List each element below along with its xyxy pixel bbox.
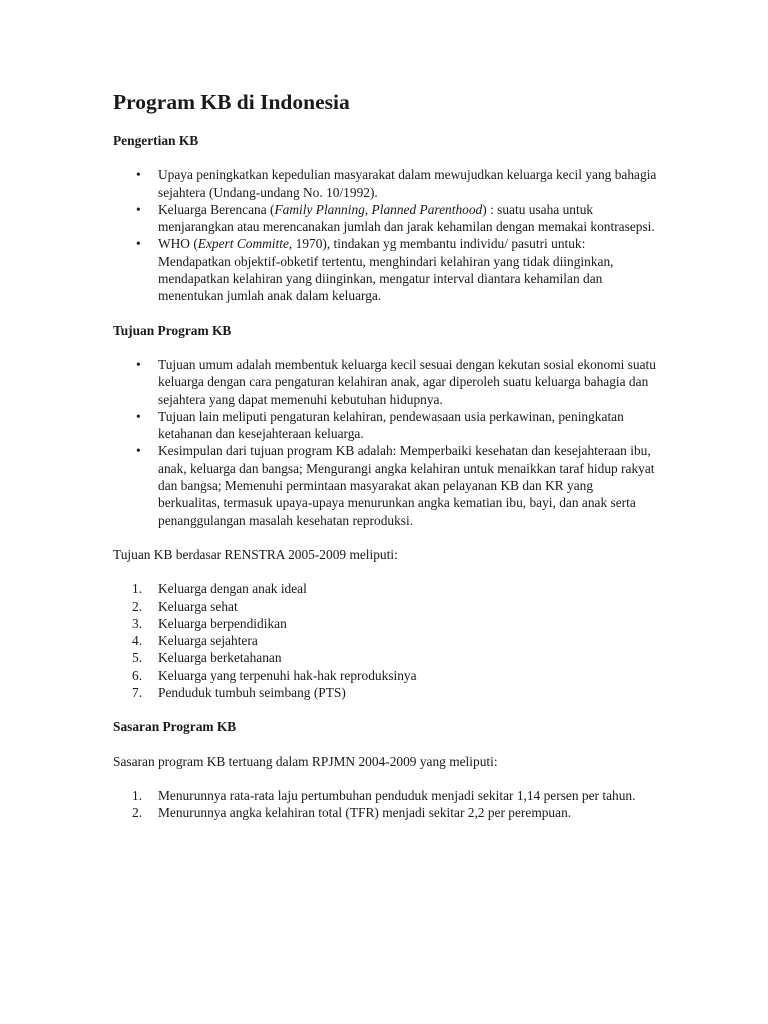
- list-item: [132, 632, 658, 649]
- list-item: [132, 615, 658, 632]
- list-item: [132, 667, 658, 684]
- list-number: 7.: [132, 685, 143, 701]
- pengertian-list: [113, 166, 658, 304]
- list-item: [136, 201, 658, 236]
- section-heading-tujuan: Tujuan Program KB: [113, 322, 232, 338]
- list-item-text: Menurunnya angka kelahiran total (TFR) menjadi sekitar 2,2 per perempuan.: [158, 805, 572, 821]
- list-item-text: Penduduk tumbuh seimbang (PTS): [158, 685, 346, 701]
- list-item-text: Kesimpulan dari tujuan program KB adalah: Memperbaiki kesehatan dan kesejahteraan ibu, anak, keluarga dan bangsa; Mengurangi angka kelahiran untuk menaikkan taraf hidup rakyat dan bangsa; Memenuhi permintaan masyarakat akan pelayanan KB dan KR yang berkualitas, termasuk upaya-upaya menurunkan angka kematian ibu, bayi, dan anak serta penanggulangan masalah kesehatan reproduksi.: [158, 443, 655, 528]
- bullet-icon: •: [136, 236, 141, 252]
- renstra-intro: Tujuan KB berdasar RENSTRA 2005-2009 meliputi:: [113, 546, 398, 562]
- tujuan-list: [113, 356, 658, 529]
- list-number: 2.: [132, 598, 143, 614]
- bullet-icon: •: [136, 443, 141, 459]
- list-item: [136, 442, 658, 528]
- list-item-text: Keluarga berketahanan: [158, 650, 282, 666]
- sasaran-list: [113, 787, 658, 822]
- list-number: 1.: [132, 581, 143, 597]
- list-item: [132, 684, 658, 701]
- list-number: 3.: [132, 615, 143, 631]
- list-item-text: Tujuan lain meliputi pengaturan kelahiran, pendewasaan usia perkawinan, peningkatan ketahanan dan kesejahteraan keluarga.: [158, 408, 624, 442]
- list-item: [132, 649, 658, 666]
- list-item-text-post: ) : suatu usaha untuk menjarangkan atau merencanakan jumlah dan jarak kehamilan dengan memakai kontrasepsi.: [158, 201, 655, 235]
- list-item-text: Keluarga sejahtera: [158, 633, 258, 649]
- renstra-list: [113, 580, 658, 701]
- list-item: [132, 787, 658, 804]
- list-item-text: Menurunnya rata-rata laju pertumbuhan penduduk menjadi sekitar 1,14 persen per tahun.: [158, 787, 636, 803]
- list-item-text-italic: Family Planning, Planned Parenthood: [274, 201, 483, 217]
- list-item-text: Keluarga yang terpenuhi hak-hak reproduksinya: [158, 667, 417, 683]
- list-item-text: Keluarga dengan anak ideal: [158, 581, 307, 597]
- list-item: [136, 166, 658, 201]
- list-item: [136, 408, 658, 443]
- bullet-icon: •: [136, 167, 141, 183]
- list-item: [132, 580, 658, 597]
- bullet-icon: •: [136, 356, 141, 372]
- list-number: 1.: [132, 787, 143, 803]
- list-number: 5.: [132, 650, 143, 666]
- list-item-text: Upaya peningkatkan kepedulian masyarakat dalam mewujudkan keluarga kecil yang bahagia sejahtera (Undang-undang No. 10/1992).: [158, 167, 657, 200]
- list-item: [132, 598, 658, 615]
- bullet-icon: •: [136, 201, 141, 217]
- list-item-text-pre: Keluarga Berencana (: [158, 201, 275, 217]
- list-item-text-italic: Expert Committe: [197, 236, 289, 252]
- bullet-icon: •: [136, 408, 141, 424]
- sasaran-intro: Sasaran program KB tertuang dalam RPJMN 2004-2009 yang meliputi:: [113, 753, 498, 769]
- page-title: Program KB di Indonesia: [113, 90, 350, 114]
- list-item: [136, 356, 658, 408]
- list-number: 4.: [132, 633, 143, 649]
- section-heading-sasaran: Sasaran Program KB: [113, 719, 237, 735]
- section-heading-pengertian: Pengertian KB: [113, 133, 199, 148]
- list-number: 6.: [132, 667, 143, 683]
- list-item-text: Keluarga berpendidikan: [158, 615, 287, 631]
- list-item-text: Keluarga sehat: [158, 598, 238, 614]
- document-page: [113, 88, 658, 839]
- list-item: [136, 235, 658, 304]
- list-item-text-pre: WHO (: [158, 236, 198, 252]
- list-number: 2.: [132, 805, 143, 821]
- list-item-text: Tujuan umum adalah membentuk keluarga kecil sesuai dengan kekutan sosial ekonomi suatu keluarga dengan cara pengaturan kelahiran anak, agar diperoleh suatu keluarga bahagia dan sejahtera yang dapat memenuhi kebutuhan hidupnya.: [158, 356, 656, 407]
- list-item: [132, 804, 658, 821]
- list-item-text-post: , 1970), tindakan yg membantu individu/ pasutri untuk: Mendapatkan objektif-obketif tertentu, menghindari kelahiran yang tidak diinginkan, mendapatkan kelahiran yang diinginkan, mengatur interval diantara kehamilan dan menentukan jumlah anak dalam keluarga.: [158, 236, 614, 304]
